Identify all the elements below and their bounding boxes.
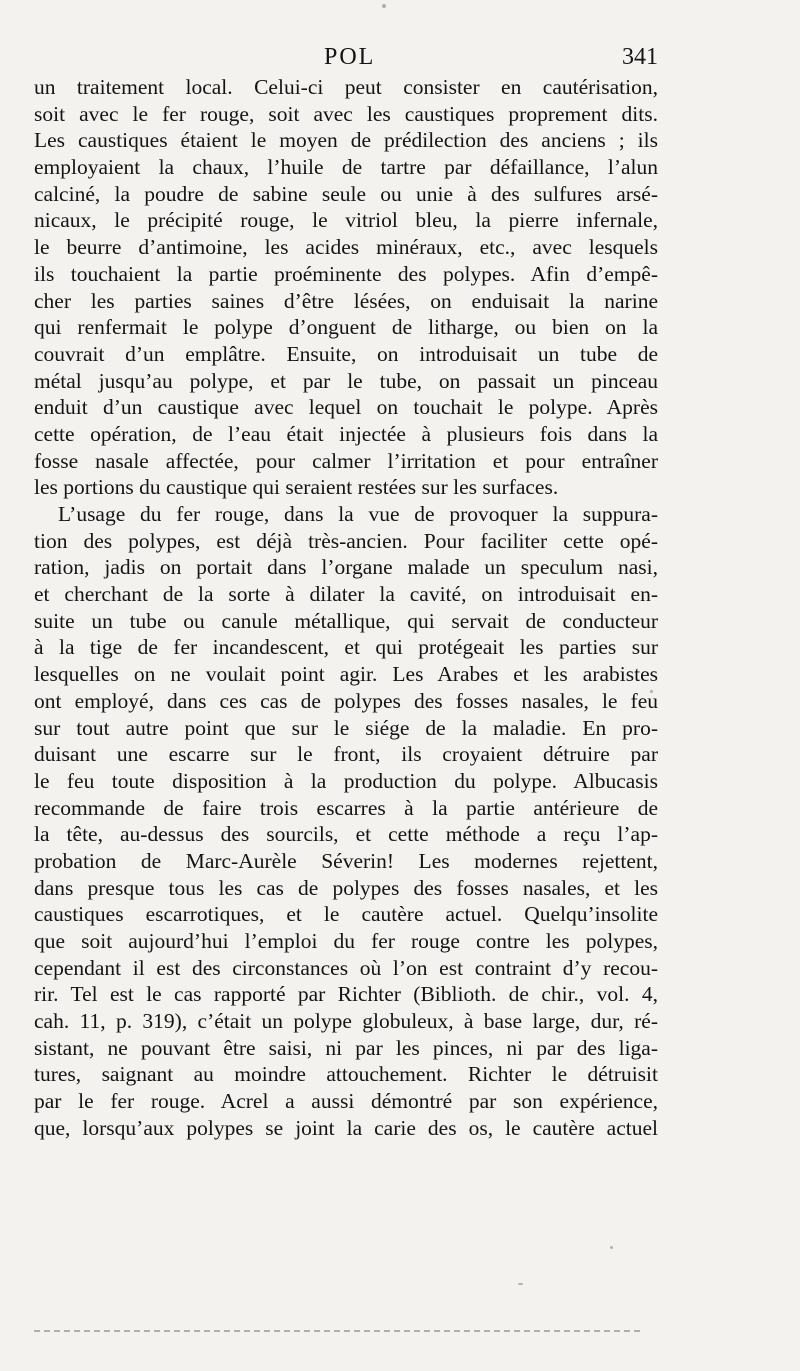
- text-line: Les caustiques étaient le moyen de prédilection des anciens ; ils: [34, 128, 658, 153]
- text-line: lesquelles on ne voulait point agir. Les Arabes et les arabistes: [34, 662, 658, 687]
- text-line: cah. 11, p. 319), c’était un polype globuleux, à base large, dur, ré-: [34, 1009, 658, 1034]
- text-line: sistant, ne pouvant être saisi, ni par les pinces, ni par des liga-: [34, 1035, 658, 1060]
- text-line: cher les parties saines d’être lésées, on enduisait la narine: [34, 288, 658, 313]
- text-line: un traitement local. Celui-ci peut consister en cautérisation,: [34, 75, 658, 99]
- text-line: le beurre d’antimoine, les acides minéraux, etc., avec lesquels: [34, 235, 658, 260]
- print-speck: [518, 1283, 523, 1285]
- text-line: la tête, au-dessus des sourcils, et cette méthode a reçu l’ap-: [34, 822, 658, 847]
- print-speck: [382, 4, 386, 8]
- text-line: sur tout autre point que sur le siége de la maladie. En pro-: [34, 715, 658, 740]
- text-line: tion des polypes, est déjà très-ancien. Pour faciliter cette opé-: [34, 528, 658, 553]
- text-line: cette opération, de l’eau était injectée à plusieurs fois dans la: [34, 421, 658, 446]
- text-line: probation de Marc-Aurèle Séverin! Les modernes rejettent,: [34, 848, 658, 873]
- page-number: 341: [622, 44, 658, 70]
- running-title: POL: [324, 44, 376, 70]
- text-line: ils touchaient la partie proéminente des polypes. Afin d’empê-: [34, 261, 658, 286]
- text-line: qui renfermait le polype d’onguent de litharge, ou bien on la: [34, 315, 658, 340]
- text-line: ont employé, dans ces cas de polypes des fosses nasales, le feu: [34, 688, 658, 713]
- text-line: par le fer rouge. Acrel a aussi démontré par son expérience,: [34, 1089, 658, 1114]
- print-speck: [650, 690, 653, 693]
- text-line: à la tige de fer incandescent, et qui protégeait les parties sur: [34, 635, 658, 660]
- footer-rule: [34, 1330, 640, 1332]
- page-header: [34, 44, 658, 78]
- text-line: tures, saignant au moindre attouchement. Richter le détruisit: [34, 1062, 658, 1087]
- text-line: et cherchant de la sorte à dilater la cavité, on introduisait en-: [34, 582, 658, 607]
- text-line: métal jusqu’au polype, et par le tube, on passait un pinceau: [34, 368, 658, 393]
- text-line: que, lorsqu’aux polypes se joint la carie des os, le cautère actuel: [34, 1115, 658, 1140]
- text-line: cependant il est des circonstances où l’on est contraint d’y recou-: [34, 955, 658, 980]
- text-line: caustiques escarrotiques, et le cautère actuel. Quelqu’insolite: [34, 902, 658, 927]
- text-line: nicaux, le précipité rouge, le vitriol bleu, la pierre infernale,: [34, 208, 658, 233]
- text-line: soit avec le fer rouge, soit avec les caustiques proprement dits.: [34, 101, 658, 126]
- text-line: couvrait d’un emplâtre. Ensuite, on introduisait un tube de: [34, 341, 658, 366]
- text-line: enduit d’un caustique avec lequel on touchait le polype. Après: [34, 395, 658, 420]
- text-line: employaient la chaux, l’huile de tartre par défaillance, l’alun: [34, 155, 658, 180]
- print-speck: [610, 1246, 613, 1249]
- text-line: que soit aujourd’hui l’emploi du fer rouge contre les polypes,: [34, 929, 658, 953]
- text-line: rir. Tel est le cas rapporté par Richter (Biblioth. de chir., vol. 4,: [34, 982, 658, 1007]
- text-line: calciné, la poudre de sabine seule ou unie à des sulfures arsé-: [34, 181, 658, 206]
- text-line: duisant une escarre sur le front, ils croyaient détruire par: [34, 742, 658, 767]
- text-line: le feu toute disposition à la production du polype. Albucasis: [34, 768, 658, 793]
- text-line: les portions du caustique qui seraient restées sur les surfaces.: [34, 475, 559, 500]
- text-line: L’usage du fer rouge, dans la vue de provoquer la suppura-: [58, 502, 658, 526]
- text-line: fosse nasale affectée, pour calmer l’irritation et pour entraîner: [34, 448, 658, 473]
- text-line: recommande de faire trois escarres à la partie antérieure de: [34, 795, 658, 820]
- text-line: dans presque tous les cas de polypes des fosses nasales, et les: [34, 875, 658, 900]
- body-text: [34, 74, 658, 1142]
- text-line: suite un tube ou canule métallique, qui servait de conducteur: [34, 608, 658, 633]
- text-line: ration, jadis on portait dans l’organe malade un speculum nasi,: [34, 555, 658, 580]
